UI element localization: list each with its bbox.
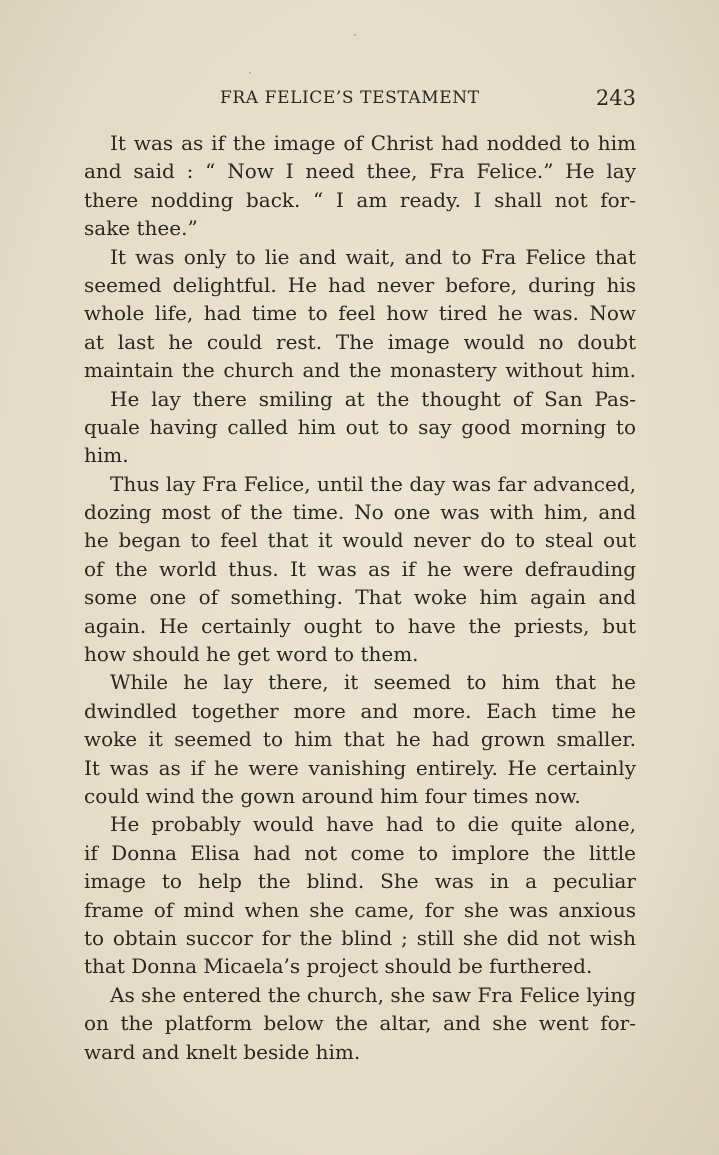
text-line: While he lay there, it seemed to him that he — [110, 670, 636, 695]
text-line: He lay there smiling at the thought of San Pas- — [110, 386, 636, 411]
text-line: It was as if the image of Christ had nodded to him — [110, 131, 636, 155]
text-line: As she entered the church, she saw Fra Felice lying — [110, 982, 636, 1007]
text-line: if Donna Elisa had not come to implore the little — [84, 840, 636, 865]
text-line: could wind the gown around him four times now. — [84, 783, 581, 808]
text-line: frame of mind when she came, for she was anxious — [84, 897, 636, 922]
text-line: and said : “ Now I need thee, Fra Felice.” He lay — [84, 159, 636, 184]
text-line: It was only to lie and wait, and to Fra Felice that — [110, 244, 636, 269]
paper-speck — [249, 72, 251, 74]
text-line: Thus lay Fra Felice, until the day was far advanced, — [110, 471, 636, 496]
text-line: He probably would have had to die quite alone, — [110, 812, 636, 837]
text-line: seemed delightful. He had never before, during his — [84, 272, 636, 297]
text-line: to obtain succor for the blind ; still she did not wish — [84, 925, 636, 950]
text-line: some one of something. That woke him again and — [84, 585, 636, 610]
text-line: whole life, had time to feel how tired he was. Now — [84, 301, 636, 326]
text-line: him. — [84, 443, 129, 468]
text-line: ward and knelt beside him. — [84, 1039, 361, 1064]
text-line: It was as if he were vanishing entirely. He certainly — [84, 755, 636, 780]
text-line: on the platform below the altar, and she went for- — [84, 1011, 636, 1036]
page-number: 243 — [595, 86, 636, 110]
text-line: dozing most of the time. No one was with him, and — [84, 500, 636, 525]
text-line: again. He certainly ought to have the priests, but — [84, 613, 636, 638]
text-line: he began to feel that it would never do to steal out — [84, 528, 636, 553]
text-line: sake thee.” — [84, 216, 198, 241]
text-line: that Donna Micaela’s project should be furthered. — [84, 954, 593, 979]
text-line: maintain the church and the monastery without him. — [84, 358, 636, 383]
paper-speck — [354, 34, 356, 36]
text-line: dwindled together more and more. Each time he — [84, 698, 636, 723]
text-line: of the world thus. It was as if he were defrauding — [84, 556, 636, 581]
body-text — [84, 129, 636, 1066]
text-line: woke it seemed to him that he had grown smaller. — [84, 727, 636, 752]
text-line: there nodding back. “ I am ready. I shall not for- — [84, 187, 636, 212]
text-line: at last he could rest. The image would no doubt — [84, 329, 636, 354]
running-head — [84, 86, 636, 116]
running-title: FRA FELICE’S TESTAMENT — [220, 88, 480, 108]
text-line: how should he get word to them. — [84, 642, 419, 667]
text-line: image to help the blind. She was in a peculiar — [84, 869, 636, 894]
text-line: quale having called him out to say good morning to — [84, 414, 636, 439]
